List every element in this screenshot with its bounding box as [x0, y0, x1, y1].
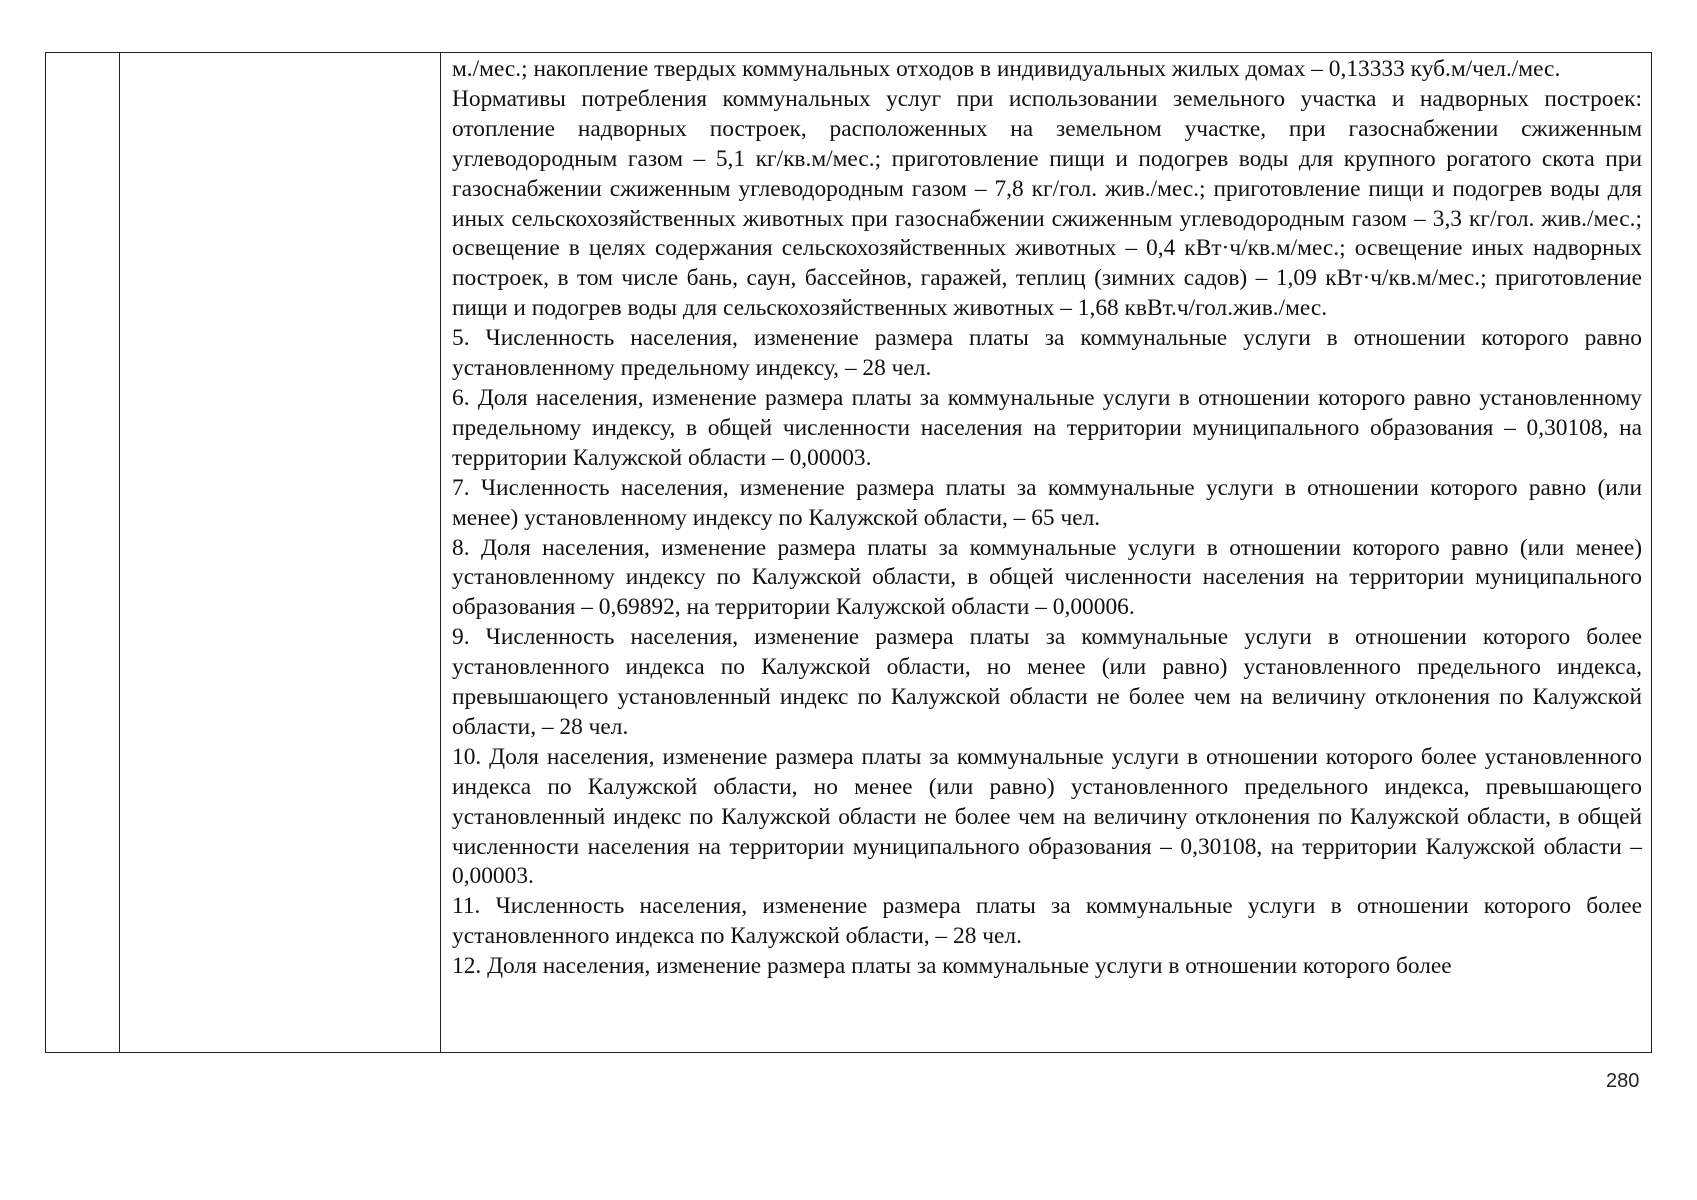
paragraph: 10. Доля населения, изменение размера платы за коммунальные услуги в отношении которого более установленного индекса по Калужской области, но менее (или равно) установленного предельного индекса, превышающего установленный индекс по Калужской области не более чем на величину отклонения по Калужской области, в общей численности населения на территории муниципального образования – 0,30108, на территории Калужской области – 0,00003.	[452, 743, 1642, 890]
table-column-divider	[119, 53, 120, 1052]
table-column-divider	[440, 53, 441, 1052]
paragraph: 7. Численность населения, изменение размера платы за коммунальные услуги в отношении которого равно (или менее) установленному индексу по Калужской области, – 65 чел.	[452, 474, 1642, 531]
paragraph: 12. Доля населения, изменение размера платы за коммунальные услуги в отношении которого более	[452, 953, 1452, 980]
paragraph: 8. Доля населения, изменение размера платы за коммунальные услуги в отношении которого равно (или менее) установленному индексу по Калужской области, в общей численности населения на территории муниципального образования – 0,69892, на территории Калужской области – 0,00006.	[452, 534, 1642, 621]
table-cell-content	[452, 55, 1642, 982]
paragraph: 6. Доля населения, изменение размера платы за коммунальные услуги в отношении которого равно установленному предельному индексу, в общей численности населения на территории муниципального образования – 0,30108, на территории Калужской области – 0,00003.	[452, 384, 1642, 471]
page-number: 280	[1606, 1070, 1640, 1092]
paragraph: м./мес.; накопление твердых коммунальных отходов в индивидуальных жилых домах – 0,13333 куб.м/чел./мес.	[452, 56, 1561, 82]
paragraph: 9. Численность населения, изменение размера платы за коммунальные услуги в отношении которого более установленного индекса по Калужской области, но менее (или равно) установленного предельного индекса, превышающего установленный индекс по Калужской области не более чем на величину отклонения по Калужской области, – 28 чел.	[452, 624, 1642, 740]
paragraph: 5. Численность населения, изменение размера платы за коммунальные услуги в отношении которого равно установленному предельному индексу, – 28 чел.	[452, 325, 1642, 382]
paragraph: Нормативы потребления коммунальных услуг при использовании земельного участка и надворных построек: отопление надворных построек, расположенных на земельном участке, при газоснабжении сжиженным углеводородным газом – 5,1 кг/кв.м/мес.; приготовление пищи и подогрев воды для крупного рогатого скота при газоснабжении сжиженным углеводородным газом – 7,8 кг/гол. жив./мес.; приготовление пищи и подогрев воды для иных сельскохозяйственных животных при газоснабжении сжиженным углеводородным газом – 3,3 кг/гол. жив./мес.; освещение в целях содержания сельскохозяйственных животных – 0,4 кВт·ч/кв.м/мес.; освещение иных надворных построек, в том числе бань, саун, бассейнов, гаражей, теплиц (зимних садов) – 1,09 кВт·ч/кв.м/мес.; приготовление пищи и подогрев воды для сельскохозяйственных животных – 1,68 квВт.ч/гол.жив./мес.	[452, 85, 1642, 322]
paragraph: 11. Численность населения, изменение размера платы за коммунальные услуги в отношении которого более установленного индекса по Калужской области, – 28 чел.	[452, 893, 1642, 950]
document-table	[45, 52, 1652, 1053]
